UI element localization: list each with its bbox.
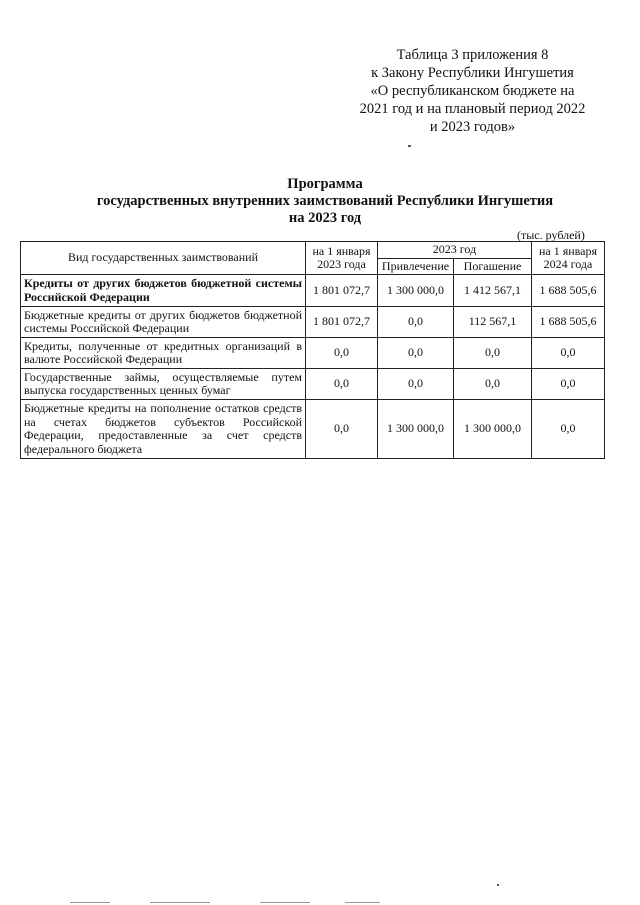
row-end: 1 688 505,6 [532, 275, 605, 307]
row-attract: 0,0 [378, 307, 454, 338]
header-end-balance: на 1 января 2024 года [532, 242, 605, 275]
row-attract: 0,0 [378, 338, 454, 369]
title-line: Программа [287, 176, 363, 192]
row-repay: 0,0 [454, 338, 532, 369]
scan-edge-artifact [260, 902, 310, 903]
units-note: (тыс. рублей) [517, 228, 585, 242]
header-line: Таблица 3 приложения 8 [396, 47, 549, 63]
table-row [21, 338, 605, 369]
row-repay: 112 567,1 [454, 307, 532, 338]
header-attract: Привлечение [378, 258, 454, 275]
row-repay: 1 412 567,1 [454, 275, 532, 307]
scan-edge-artifact [70, 902, 110, 903]
row-repay: 1 300 000,0 [454, 400, 532, 459]
row-end: 1 688 505,6 [532, 307, 605, 338]
row-name: Кредиты от других бюджетов бюджетной системы Российской Федерации [21, 275, 306, 307]
row-start: 1 801 072,7 [306, 275, 378, 307]
header-line: и 2023 годов» [429, 119, 516, 135]
header-line: «О республиканском бюджете на [370, 83, 575, 99]
table-header-row [21, 242, 605, 259]
table-row [21, 369, 605, 400]
scan-speck [497, 884, 499, 886]
row-start: 0,0 [306, 369, 378, 400]
scan-speck [408, 145, 411, 147]
row-name: Бюджетные кредиты от других бюджетов бюджетной системы Российской Федерации [21, 307, 306, 338]
header-start-balance: на 1 января 2023 года [306, 242, 378, 275]
row-end: 0,0 [532, 400, 605, 459]
row-end: 0,0 [532, 338, 605, 369]
header-repay: Погашение [454, 258, 532, 275]
row-attract: 0,0 [378, 369, 454, 400]
row-start: 1 801 072,7 [306, 307, 378, 338]
scan-edge-artifact [150, 902, 210, 903]
title-line: государственных внутренних заимствований Республики Ингушетия [96, 193, 554, 209]
scan-edge-artifact [345, 902, 380, 903]
header-line: к Закону Республики Ингушетия [371, 65, 574, 81]
row-name: Кредиты, полученные от кредитных организаций в валюте Российской Федерации [21, 338, 306, 369]
row-name: Государственные займы, осуществляемые путем выпуска государственных ценных бумаг [21, 369, 306, 400]
appendix-header [340, 46, 605, 136]
row-start: 0,0 [306, 400, 378, 459]
title-line: на 2023 год [288, 210, 362, 226]
table-row [21, 275, 605, 307]
table-row [21, 307, 605, 338]
table-row [21, 400, 605, 459]
document-title [20, 176, 630, 227]
row-repay: 0,0 [454, 369, 532, 400]
row-start: 0,0 [306, 338, 378, 369]
row-name: Бюджетные кредиты на пополнение остатков средств на счетах бюджетов субъектов Российской Федерации, предоставленные за счет средств федерального бюджета [21, 400, 306, 459]
header-type: Вид государственных заимствований [21, 242, 306, 275]
header-line: 2021 год и на плановый период 2022 [359, 101, 586, 117]
row-attract: 1 300 000,0 [378, 400, 454, 459]
borrowing-table [20, 241, 605, 459]
row-attract: 1 300 000,0 [378, 275, 454, 307]
row-end: 0,0 [532, 369, 605, 400]
header-year: 2023 год [378, 242, 532, 259]
